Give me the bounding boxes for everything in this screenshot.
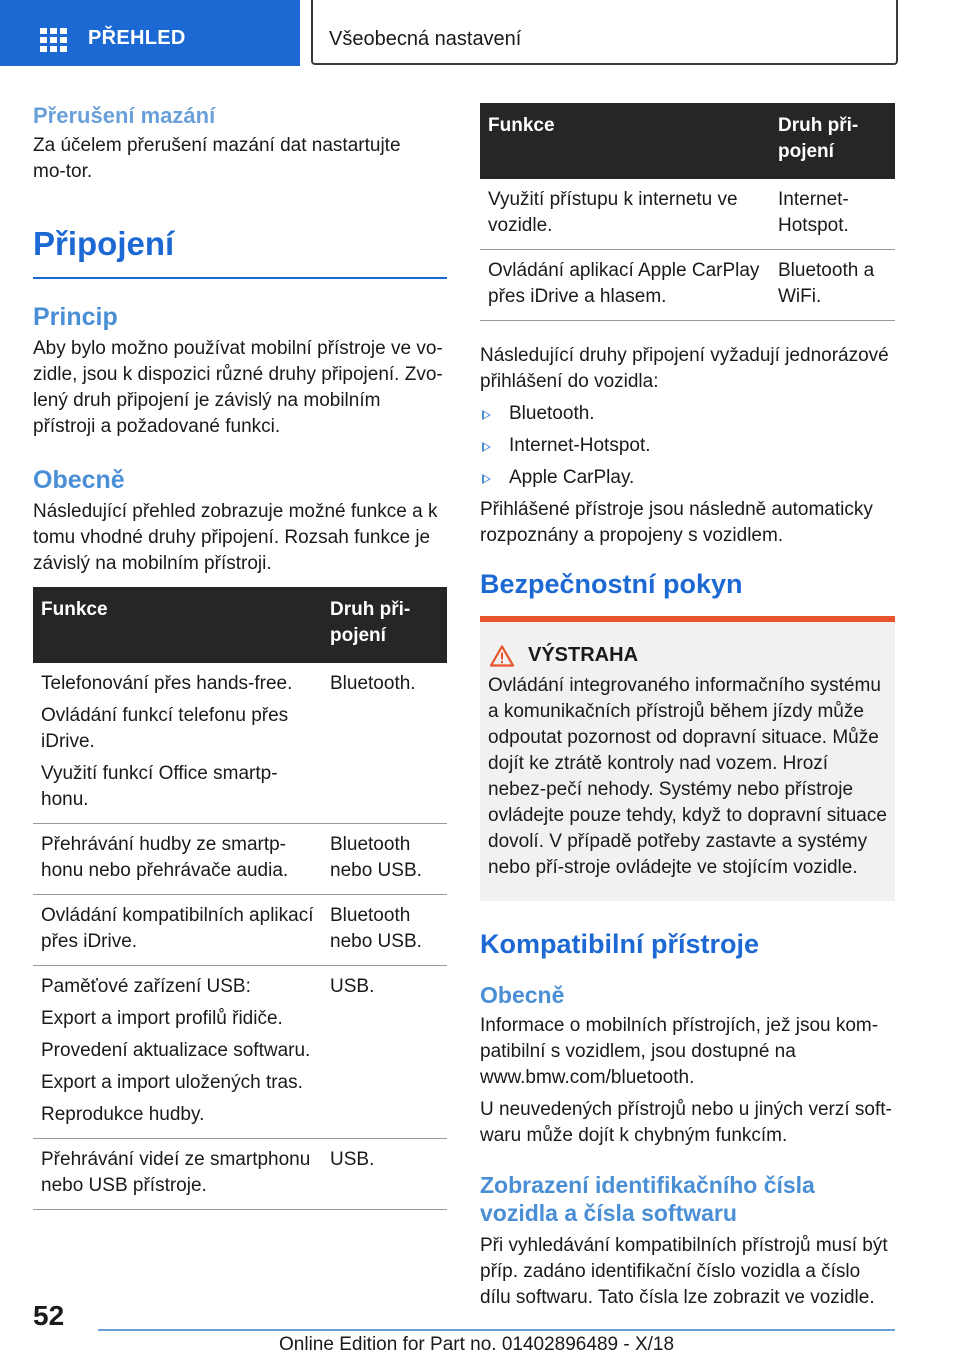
interrupt-heading: Přerušení mazání	[33, 103, 216, 128]
footer-rule	[98, 1329, 895, 1331]
table-cell-connection: Bluetooth.	[322, 663, 447, 824]
edition-text: Online Edition for Part no. 01402896489 - X/18	[279, 1334, 675, 1355]
table-cell-connection: Bluetooth nebo USB.	[322, 824, 447, 895]
principle-heading: Princip	[33, 303, 118, 331]
principle-text: Aby bylo možno používat mobilní přístroje ve vo-zidle, jsou k dispozici různé druhy připojení. Zvo-lený druh připojení je závislý na mobilním přístroji a požadované funkci.	[33, 338, 443, 437]
heading-rule	[33, 277, 447, 279]
table-row	[33, 895, 447, 966]
list-item	[480, 401, 895, 427]
general-text: Následující přehled zobrazuje možné funkce a k tomu vhodné druhy připojení. Rozsah funkce je závislý na mobilním přístroji.	[33, 501, 438, 574]
id-number-text: Při vyhledávání kompatibilních přístrojů musí být příp. zadáno identifikační číslo vozidla a číslo dílu softwaru. Tato čísla lze zobrazit ve vozidle.	[480, 1235, 888, 1308]
table-row	[480, 179, 895, 250]
warning-label: VÝSTRAHA	[528, 644, 639, 666]
connect-heading: Připojení	[33, 225, 175, 262]
table-header-connection: Druh při-pojení	[770, 103, 895, 179]
auto-recognition-text: Přihlášené přístroje jsou následně automaticky rozpoznány a propojeny s vozidlem.	[480, 499, 873, 546]
table-cell-text: Využití funkcí Office smartp-honu.	[41, 763, 278, 810]
table-header-function: Funkce	[480, 103, 770, 179]
compatible-info-text: Informace o mobilních přístrojích, jež jsou kom-patibilní s vozidlem, jsou dostupné na www.bmw.com/bluetooth.	[480, 1015, 879, 1088]
table-header-function: Funkce	[33, 587, 322, 663]
table-cell-function	[480, 179, 770, 250]
grid-icon	[40, 28, 68, 52]
compatible-general-heading: Obecně	[480, 982, 565, 1008]
table-row	[33, 663, 447, 824]
table-row	[480, 250, 895, 321]
connection-table-continued	[480, 103, 895, 321]
warning-header	[488, 644, 887, 667]
table-cell-text: Export a import uložených tras.	[41, 1072, 303, 1093]
warning-text: Ovládání integrovaného informačního systému a komunikačních přístrojů během jízdy může odpoutat pozornost od dopravní situace. Může dojít ke ztrátě kontroly nad vozem. Hrozí nebez-pečí nehody. Systémy nebo přístroje ovládejte pouze tehdy, když to dopravní situace dovolí. V případě potřeby zastavte a systémy nebo pří-stroje ovládejte ve stojícím vozidle.	[488, 675, 887, 878]
section-tab[interactable]	[311, 0, 898, 65]
table-cell-function	[33, 663, 322, 824]
table-cell-connection: Bluetooth nebo USB.	[322, 895, 447, 966]
interrupt-text: Za účelem přerušení mazání dat nastartujte mo-tor.	[33, 135, 401, 182]
overview-tab[interactable]	[0, 0, 300, 66]
table-cell-text: Přehrávání hudby ze smartp-honu nebo přehrávače audia.	[41, 834, 289, 881]
table-cell-connection: Internet-Hotspot.	[770, 179, 895, 250]
triangle-bullet-icon	[482, 474, 491, 484]
table-cell-function	[480, 250, 770, 321]
triangle-bullet-icon	[482, 410, 491, 420]
table-header-row	[33, 587, 447, 663]
table-cell-text: Telefonování přes hands-free.	[41, 673, 293, 694]
top-navigation	[0, 0, 960, 66]
table-cell-function	[33, 1139, 322, 1210]
table-cell-text: Ovládání funkcí telefonu přes iDrive.	[41, 705, 289, 752]
table-cell-connection: USB.	[322, 1139, 447, 1210]
table-header-connection: Druh při-pojení	[322, 587, 447, 663]
table-cell-text: Reprodukce hudby.	[41, 1104, 205, 1125]
list-item	[480, 433, 895, 459]
table-row	[33, 824, 447, 895]
login-text: Následující druhy připojení vyžadují jednorázové přihlášení do vozidla:	[480, 345, 889, 392]
warning-triangle-icon	[490, 645, 514, 667]
table-cell-function	[33, 895, 322, 966]
list-item-label: Internet-Hotspot.	[509, 435, 651, 456]
compatible-devices-heading: Kompatibilní přístroje	[480, 929, 760, 959]
table-row	[33, 966, 447, 1139]
table-cell-connection: Bluetooth a WiFi.	[770, 250, 895, 321]
triangle-bullet-icon	[482, 442, 491, 452]
table-cell-function	[33, 824, 322, 895]
section-label: Všeobecná nastavení	[329, 28, 522, 50]
table-cell-text: Paměťové zařízení USB:	[41, 976, 251, 997]
right-column	[480, 103, 895, 1311]
overview-label: PŘEHLED	[88, 27, 186, 49]
left-column	[33, 100, 447, 1210]
table-cell-connection: USB.	[322, 966, 447, 1139]
table-header-row	[480, 103, 895, 179]
general-heading: Obecně	[33, 466, 125, 494]
table-cell-text: Ovládání kompatibilních aplikací přes iDrive.	[41, 905, 314, 952]
login-list	[480, 401, 895, 491]
safety-heading: Bezpečnostní pokyn	[480, 569, 743, 599]
table-cell-text: Přehrávání videí ze smartphonu nebo USB přístroje.	[41, 1149, 311, 1196]
table-cell-text: Využití přístupu k internetu ve vozidle.	[488, 189, 738, 236]
compatible-warning-text: U neuvedených přístrojů nebo u jiných verzí soft-waru může dojít k chybným funkcím.	[480, 1099, 892, 1146]
table-row	[33, 1139, 447, 1210]
page-number: 52	[33, 1300, 65, 1331]
table-cell-text: Export a import profilů řidiče.	[41, 1008, 283, 1029]
table-cell-text: Ovládání aplikací Apple CarPlay přes iDrive a hlasem.	[488, 260, 760, 307]
connection-table	[33, 587, 447, 1210]
table-cell-text: Provedení aktualizace softwaru.	[41, 1040, 311, 1061]
id-number-heading: Zobrazení identifikačního čísla vozidla a čísla softwaru	[480, 1172, 815, 1226]
warning-box	[480, 616, 895, 901]
list-item-label: Apple CarPlay.	[509, 467, 635, 488]
list-item-label: Bluetooth.	[509, 403, 595, 424]
table-cell-function	[33, 966, 322, 1139]
list-item	[480, 465, 895, 491]
